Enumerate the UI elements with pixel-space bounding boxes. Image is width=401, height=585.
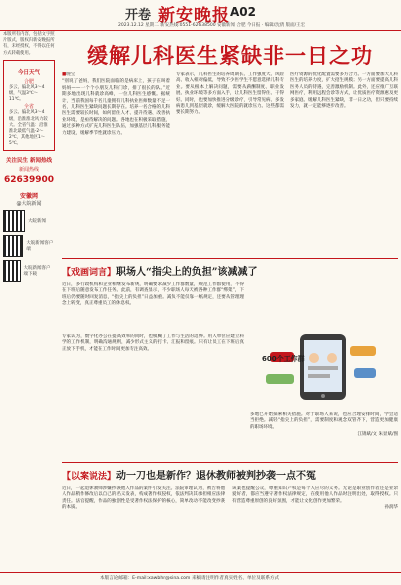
masthead-rule	[0, 30, 401, 31]
work-groups-illustration	[250, 328, 395, 408]
article2-column-1	[62, 282, 244, 330]
section-divider	[62, 258, 398, 259]
qr-code-icon	[3, 260, 21, 282]
footer	[0, 572, 401, 585]
article1-column-2	[176, 72, 284, 252]
article3-text-2: 该案也提醒公众，尊重知识产权是每个人应尽的义务。无论是职业创作者还是业余爱好者，都应当遵守著作权法律规定，在使用他人作品时注明出处，取得授权。只有营造尊重原创的良好氛围，才能让文化创作更加繁荣。	[232, 486, 398, 504]
article1-text-2: 专家表示，儿科医生的培养周期长、工作强度大、风险高、收入相对偏低，导致不少医学生不愿意选择儿科专业。要从根本上解决问题，需要从薪酬制度、职业发展、执业环境等多方面入手，让儿科医生留得住、干得好。同时，也要加快推进分级诊疗，引导常见病、多发病患儿到基层就诊，缓解大医院的就诊压力。这些都需要长期努力。	[176, 72, 284, 116]
weather-hefei: 多云，偏北风3～4级，气温3℃～11℃。	[9, 84, 45, 103]
illustration-caption: 600个工作群	[262, 355, 305, 363]
article2-text-2: 专家认为，数字化办公在提高效率的同时，也模糊了工作与生活的边界。用人单位应建立科学的工作机制，明确沟通规则，减少形式主义的打卡、汇报和留痕。只有让员工在下班后真正放下手机，才能在工作时间更加专注高效。	[62, 334, 244, 352]
article3-column-2	[232, 486, 398, 568]
section-divider	[62, 462, 398, 463]
qr-code-icon	[3, 235, 23, 257]
article2-headline	[62, 263, 258, 278]
article3-text-1: 近日，一起退休教师涉嫌抄袭他人作品的案件引发关注。法院审理认为，被告将他人作品稍作修改后以自己的名义发表，构成著作权侵权，依法判决其承担相应法律责任。法官提醒，作品的独创性是受著作权法保护的核心，简单改动不能改变抄袭的本质。	[62, 486, 225, 511]
article3-tag: 【以案说法】	[62, 472, 117, 482]
article2-byline: 江锦斌/文 朱显斌/图	[357, 432, 398, 438]
qr-row	[3, 235, 55, 257]
article1-text-1: “别说了爸妈，我们医院面临的是病床上，孩子在叫着妈妈——一个个小朋友儿科门诊，排了很长的队。”近期多地出现儿科就诊高峰，一位儿科医生感慨。据统计，当前我国每千名儿童拥有儿科执业医师数量不足一名，儿科医生紧缺问题长期存在。培养一名合格的儿科医生需要较长时间，如何留住人才、提升待遇、改善执业环境，是亟待解决的问题。各地也在积极采取措施，通过多种方式扩充儿科医生队伍，加强基层儿科服务能力建设，缓解季节性就诊压力。	[62, 79, 170, 136]
article1-column-1	[62, 72, 170, 252]
qr-label: 大皖新闻客户端下载	[23, 265, 51, 277]
qr-code-icon	[3, 210, 25, 232]
copyright-note: 本版所有内容，包括文字照片版式，版权归新安晚报所有，未经授权，不得以任何方式转载使用。	[3, 32, 55, 56]
qr-row	[3, 260, 55, 282]
article1-headline: 缓解儿科医生紧缺非一日之功	[87, 43, 373, 68]
hotline-heading: 关注民生 新闻热线	[6, 157, 52, 164]
hotline-subheading: 新闻热线	[18, 166, 39, 173]
section-name: 开卷	[125, 8, 152, 23]
article2-column-3	[250, 412, 398, 456]
article3-column-1	[62, 486, 225, 568]
hotline-phone: 62639900	[3, 174, 55, 185]
masthead	[0, 0, 401, 30]
qr-label: 大皖新闻	[28, 218, 46, 224]
article3-headline	[62, 467, 316, 482]
weather-city-province: 全省	[23, 104, 34, 111]
weather-box	[3, 60, 55, 151]
weibo-handle: @大皖新闻	[16, 200, 42, 207]
page-number: A02	[230, 5, 256, 19]
qr-label: 大皖新闻客户端	[26, 240, 54, 252]
article2-text-3: 多地已开始探索相关措施。对于职场人来说，也应合理安排时间，学会适当拒绝。减轻“指尖上的负担”，需要制度和观念双管齐下，营造更加健康的职场环境。	[250, 412, 398, 430]
weather-city-hefei: 合肥	[23, 78, 34, 85]
article2-title: 职场人“指尖上的负担”该减减了	[116, 267, 258, 278]
weather-province: 多云。偏北风3～4级，沿淮淮北风力较大。全省气温：沿淮淮北最低气温-2～2℃，其他地区1～5℃。	[9, 110, 48, 147]
article2-tag: 【戏画词言】	[62, 268, 117, 278]
issue-info: 2023.12.12 星期二 新安热线:0551-62638500 安徽新闻 合肥 今日报 · 编辑/沈倩 版面/王宏	[118, 23, 306, 28]
footer-text: 本版言论邮箱：E-mail:xawbhr@sina.com 来稿请注明作者真实姓名、单位及联系方式	[100, 576, 280, 581]
weather-heading: 今日天气	[17, 69, 40, 76]
article1-text-3: 医疗资源的优化配置需要多方合力。一方面要加大儿科医生的培养力度，扩大招生规模；另一方面要提高儿科医务人员的待遇，完善激励机制。此外，还应推广互联网医疗，利用远程会诊等方式，让优质医疗资源惠及更多家庭。缓解儿科医生紧缺，非一日之功，但只要持续发力，就一定能够逐步改善。	[290, 72, 398, 110]
article1-column-3	[290, 72, 398, 252]
site-logo: 安徽网	[19, 192, 38, 200]
article2-column-2	[62, 334, 244, 444]
qr-row	[3, 210, 55, 232]
article3-title: 动一刀也是新作？退休教师被判抄袭一点不冤	[116, 471, 317, 482]
article1-reporter: ■晚宝	[62, 72, 76, 77]
article2-text-1: 近日，多行政机构和企业相继发布新规，明确要求减少工作群数量，规范工作群使用，不得在下班后随意发布工作任务。此前，有调查显示，不少职场人每天被各种工作群“绑架”，下班后仍要随时回复消息，“指尖上的负担”日益加重。减负不能仅靠一纸规定，还要从管理理念上转变，真正尊重员工的休息权。	[62, 282, 244, 307]
newspaper-logo: 新安晚报	[158, 6, 230, 26]
article3-byline: 孙润华	[384, 505, 398, 511]
sidebar	[0, 32, 58, 577]
